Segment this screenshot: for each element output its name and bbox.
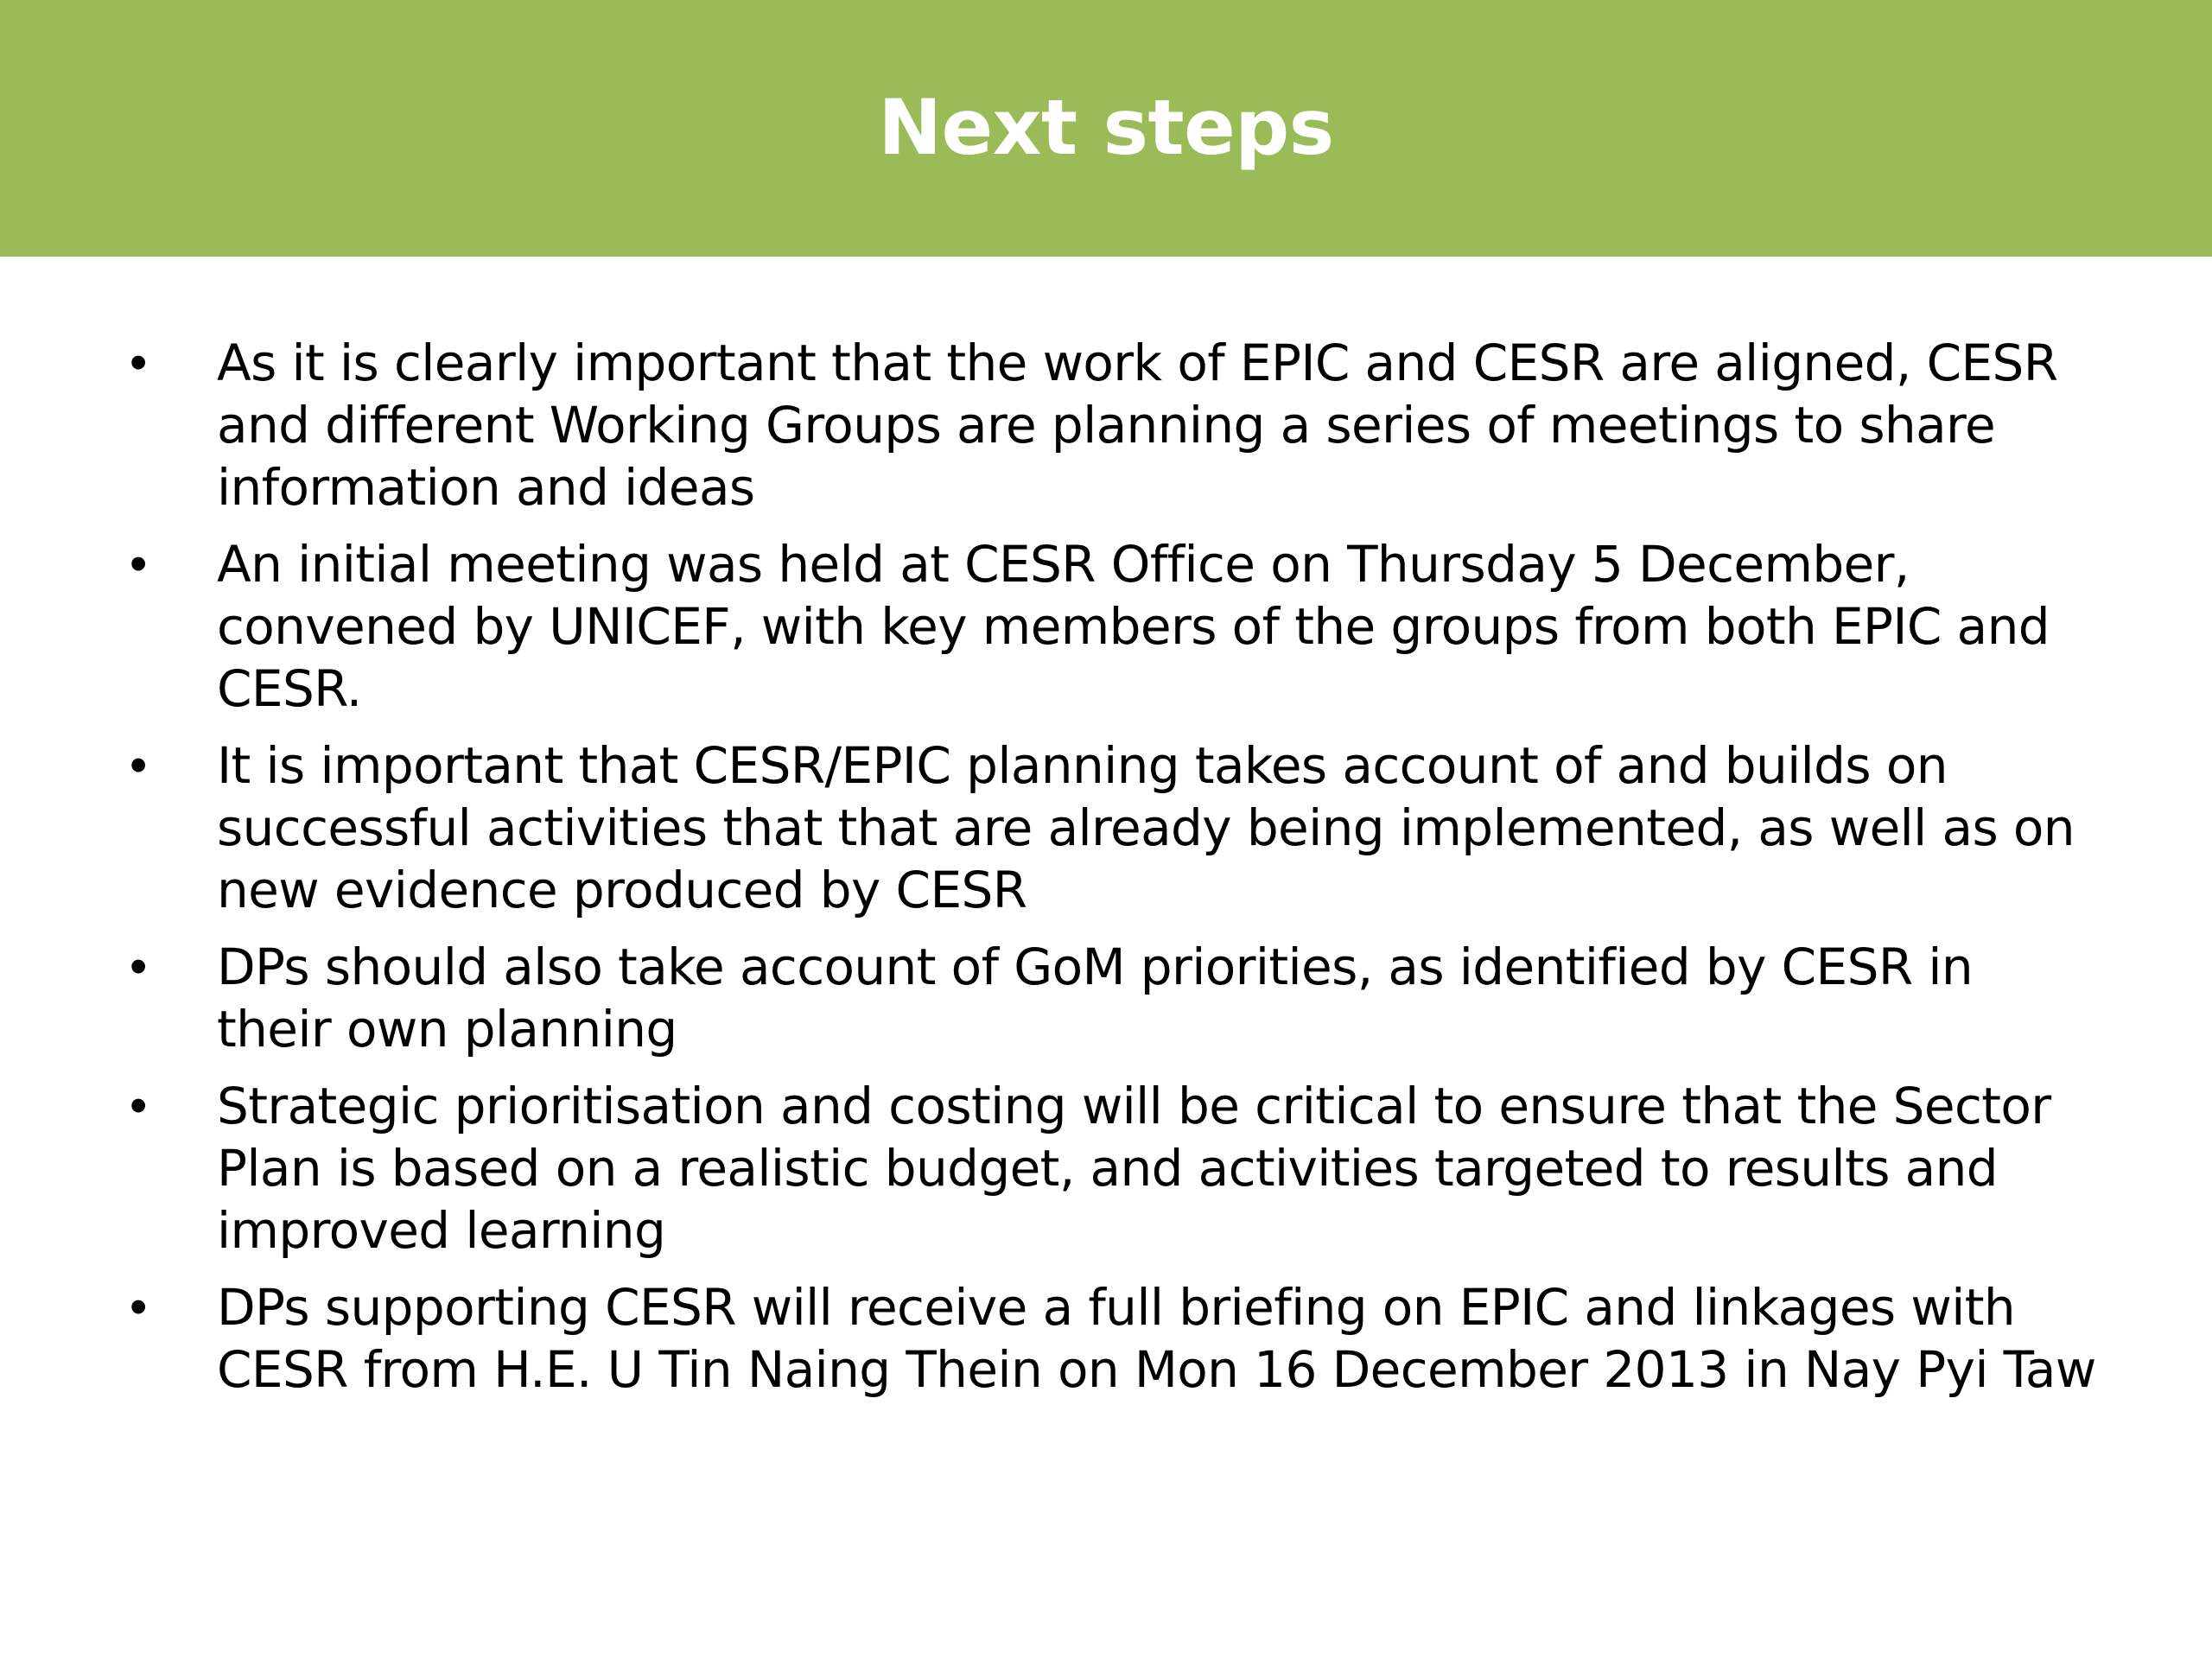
bullet-icon: • bbox=[130, 1077, 147, 1134]
bullet-item bbox=[130, 1075, 2100, 1262]
bullet-text: It is important that CESR/EPIC planning takes account of and builds on successful activities that that are already being implemented, as well as on new evidence produced by CESR bbox=[217, 736, 2075, 919]
bullet-item bbox=[130, 936, 2100, 1060]
bullet-item bbox=[130, 734, 2100, 921]
bullet-icon: • bbox=[130, 737, 147, 793]
bullet-icon: • bbox=[130, 938, 147, 995]
bullet-icon: • bbox=[130, 334, 147, 391]
bullet-text: As it is clearly important that the work of EPIC and CESR are aligned, CESR and different Working Groups are planning a series of meetings to share information and ideas bbox=[217, 334, 2058, 517]
bullet-text: An initial meeting was held at CESR Office on Thursday 5 December, convened by UNICEF, with key members of the groups from both EPIC and CESR. bbox=[217, 535, 2050, 718]
bullet-icon: • bbox=[130, 536, 147, 592]
bullet-icon: • bbox=[130, 1279, 147, 1335]
title-bar bbox=[0, 0, 2212, 257]
bullet-text: DPs should also take account of GoM priorities, as identified by CESR in their own planning bbox=[217, 938, 1974, 1058]
bullet-text: DPs supporting CESR will receive a full briefing on EPIC and linkages with CESR from H.E. U Tin Naing Thein on Mon 16 December 2013 in Nay Pyi Taw bbox=[217, 1278, 2096, 1399]
slide-title: Next steps bbox=[878, 82, 1334, 172]
bullet-item bbox=[130, 533, 2100, 720]
bullet-list bbox=[130, 332, 2100, 1415]
bullet-text: Strategic prioritisation and costing will be critical to ensure that the Sector Plan is based on a realistic budget, and activities targeted to results and improved learning bbox=[217, 1077, 2051, 1260]
bullet-item bbox=[130, 1276, 2100, 1401]
bullet-item bbox=[130, 332, 2100, 518]
